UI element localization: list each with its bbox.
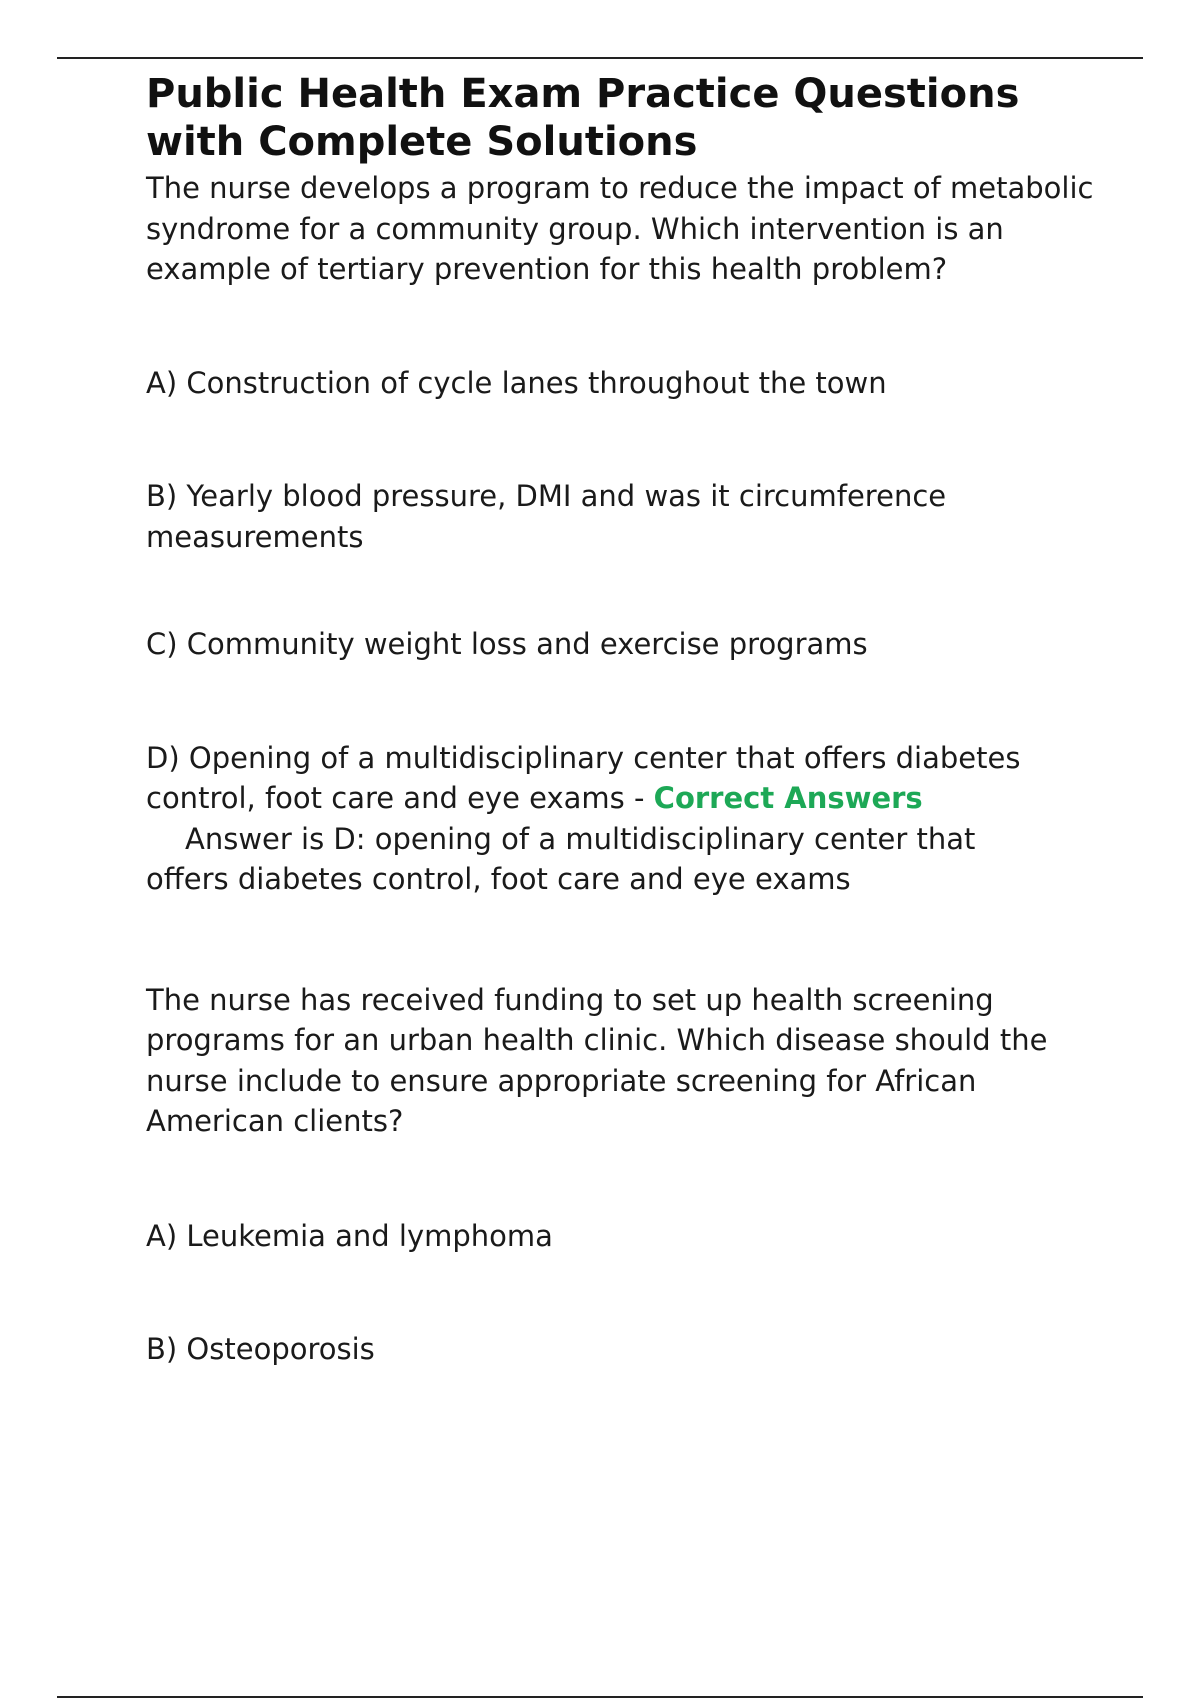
document-body xyxy=(146,70,1096,1370)
option-b: B) Osteoporosis xyxy=(146,1332,375,1366)
bottom-divider xyxy=(57,1696,1143,1698)
document-title: Public Health Exam Practice Questions with Complete Solutions xyxy=(146,71,1020,165)
correct-answers-label: Correct Answers xyxy=(653,781,923,815)
question-block-1 xyxy=(146,168,1096,900)
question-stem: The nurse has received funding to set up health screening programs for an urban health clinic. Which disease should the nurse include to ensure appropriate screening for African American clients? xyxy=(146,982,1048,1138)
option-a: A) Leukemia and lymphoma xyxy=(146,1218,553,1253)
top-divider xyxy=(57,57,1143,59)
question-stem: The nurse develops a program to reduce the impact of metabolic syndrome for a community group. Which intervention is an example of tertiary prevention for this health problem? xyxy=(146,171,1094,286)
option-d xyxy=(146,738,1096,819)
option-a: A) Construction of cycle lanes throughout the town xyxy=(146,365,887,400)
question-block-2 xyxy=(146,980,1096,1370)
option-d-text: D) Opening of a multidisciplinary center that offers diabetes control, foot care and eye exams - xyxy=(146,740,1021,815)
option-c: C) Community weight loss and exercise programs xyxy=(146,627,868,661)
option-b: B) Yearly blood pressure, DMI and was it circumference measurements xyxy=(146,479,947,554)
answer-explanation-line-2: offers diabetes control, foot care and eye exams xyxy=(146,862,851,896)
answer-explanation-line-1: Answer is D: opening of a multidisciplinary center that xyxy=(185,821,976,856)
